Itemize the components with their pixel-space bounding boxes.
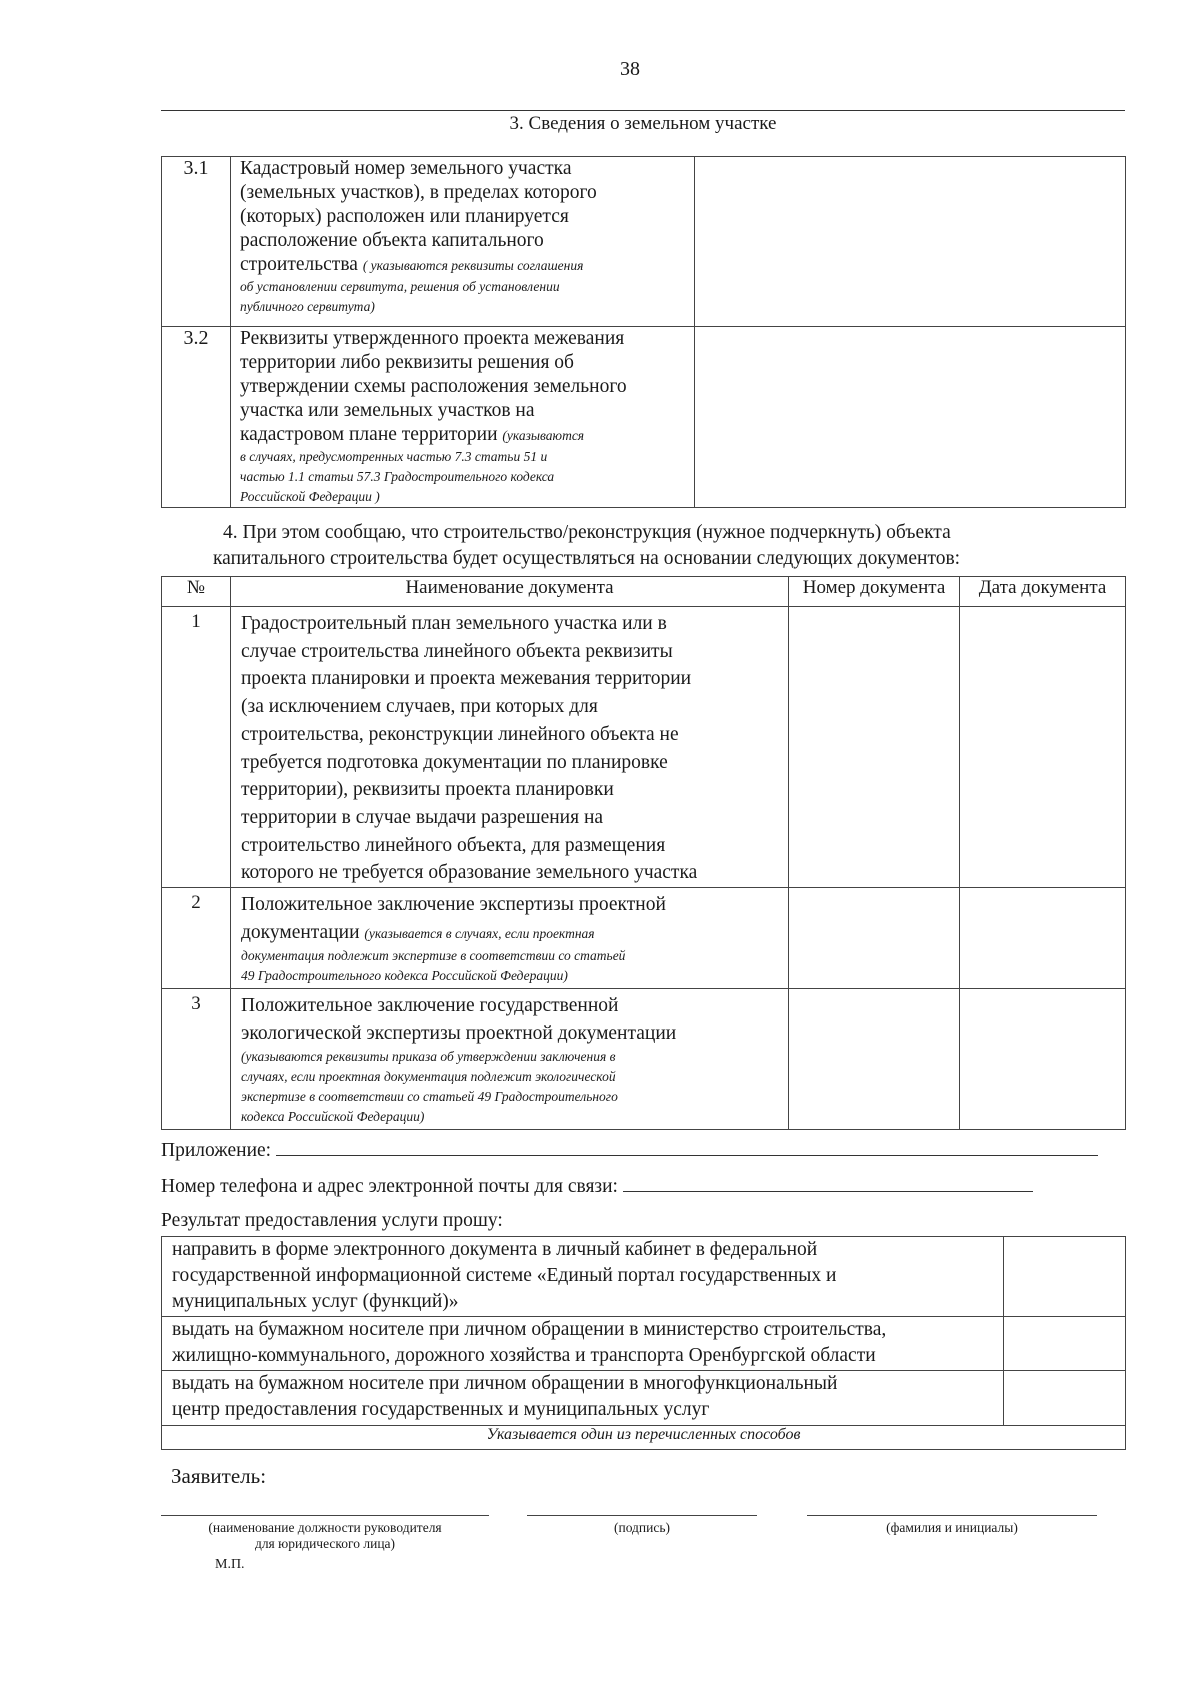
- land-plot-table: [161, 156, 1126, 508]
- stamp-place-label: М.П.: [215, 1557, 245, 1572]
- text-line-last: кадастровом плане территории: [240, 424, 498, 445]
- text-line: [240, 423, 694, 447]
- row-number: 3.1: [162, 157, 231, 327]
- table-row: [162, 607, 1126, 888]
- text-line: Реквизиты утвержденного проекта межевания: [240, 328, 625, 349]
- name-signature-line[interactable]: [807, 1515, 1097, 1516]
- result-option-checkbox[interactable]: [1004, 1371, 1126, 1426]
- note-line: Российской Федерации ): [240, 489, 380, 504]
- note-line: кодекса Российской Федерации): [241, 1109, 425, 1125]
- text-line: расположение объекта капитального: [240, 230, 544, 251]
- result-option-text: [162, 1317, 1004, 1371]
- option-line: муниципальных услуг (функций)»: [172, 1291, 459, 1312]
- option-line: выдать на бумажном носителе при личном обращении в министерство строительства,: [172, 1319, 887, 1340]
- contact-input-line[interactable]: [623, 1191, 1033, 1192]
- row-document-name: [231, 607, 789, 888]
- document-number-cell[interactable]: [789, 989, 960, 1130]
- text-line: (которых) расположен или планируется: [240, 206, 569, 227]
- applicant-label: Заявитель:: [171, 1464, 267, 1488]
- text-line: [241, 919, 788, 947]
- position-signature-line[interactable]: [161, 1515, 489, 1516]
- note-line: случаях, если проектная документация подлежит экологической: [241, 1069, 616, 1085]
- header-document-name: Наименование документа: [231, 577, 789, 607]
- row-document-name: [231, 989, 789, 1130]
- contact-label: Номер телефона и адрес электронной почты для связи:: [161, 1176, 618, 1197]
- text-line: строительство линейного объекта, для размещения: [241, 834, 666, 856]
- header-document-number: Номер документа: [789, 577, 960, 607]
- result-option-checkbox[interactable]: [1004, 1237, 1126, 1317]
- table-row: [162, 157, 1126, 327]
- document-number-cell[interactable]: [789, 607, 960, 888]
- text-line: Кадастровый номер земельного участка: [240, 158, 572, 179]
- option-line: центр предоставления государственных и муниципальных услуг: [172, 1399, 710, 1420]
- note-inline: (указывается в случаях, если проектная: [364, 925, 595, 941]
- signature-line[interactable]: [527, 1515, 757, 1516]
- text-line: территории), реквизиты проекта планировки: [241, 779, 614, 801]
- text-line: проекта планировки и проекта межевания территории: [241, 668, 692, 690]
- caption-line: для юридического лица): [254, 1536, 396, 1551]
- text-line-last: документации: [241, 921, 360, 943]
- result-option-text: [162, 1237, 1004, 1317]
- result-option-row: [162, 1237, 1126, 1317]
- page-number: 38: [620, 58, 640, 80]
- note-inline: (указываются: [502, 428, 585, 443]
- row-document-name: [231, 888, 789, 989]
- contact-field: [161, 1176, 1033, 1198]
- text-line: территории либо реквизиты решения об: [240, 352, 574, 373]
- result-footer-note: Указывается один из перечисленных способов: [162, 1426, 1126, 1450]
- result-option-checkbox[interactable]: [1004, 1317, 1126, 1371]
- text-line: экологической экспертизы проектной документации: [241, 1022, 677, 1044]
- note-line: об установлении сервитута, решения об установлении: [240, 279, 560, 294]
- document-number-cell[interactable]: [789, 888, 960, 989]
- name-caption: (фамилия и инициалы): [886, 1520, 1018, 1535]
- result-option-row: [162, 1371, 1126, 1426]
- text-line: [240, 253, 694, 277]
- note-line: публичного сервитута): [240, 299, 375, 314]
- header-number: №: [162, 577, 231, 607]
- table-row: [162, 888, 1126, 989]
- table-row: [162, 327, 1126, 508]
- table-row: [162, 989, 1126, 1130]
- document-date-cell[interactable]: [960, 607, 1126, 888]
- option-line: выдать на бумажном носителе при личном обращении в многофункциональный: [172, 1373, 838, 1394]
- text-line: (земельных участков), в пределах которого: [240, 182, 597, 203]
- text-line-last: строительства: [240, 254, 358, 275]
- note-inline: ( указываются реквизиты соглашения: [362, 258, 584, 273]
- text-line: Положительное заключение экспертизы проектной: [241, 894, 666, 916]
- text-line: случае строительства линейного объекта реквизиты: [241, 640, 673, 662]
- documents-table: [161, 576, 1126, 1130]
- text-line: (за исключением случаев, при которых для: [241, 696, 598, 718]
- top-rule: [161, 110, 1125, 111]
- document-date-cell[interactable]: [960, 989, 1126, 1130]
- row-number: 3: [162, 989, 231, 1130]
- text-line: Положительное заключение государственной: [241, 995, 619, 1017]
- result-footer-row: [162, 1426, 1126, 1450]
- header-document-date: Дата документа: [960, 577, 1126, 607]
- position-caption: [161, 1520, 489, 1552]
- text-line: требуется подготовка документации по планировке: [241, 751, 668, 773]
- result-option-row: [162, 1317, 1126, 1371]
- text-line: утверждении схемы расположения земельного: [240, 376, 627, 397]
- note-line: (указываются реквизиты приказа об утверждении заключения в: [241, 1049, 616, 1065]
- caption-line: (наименование должности руководителя: [208, 1520, 442, 1535]
- document-date-cell[interactable]: [960, 888, 1126, 989]
- result-label: Результат предоставления услуги прошу:: [161, 1210, 503, 1231]
- signature-caption: (подпись): [613, 1520, 671, 1535]
- intro-line: капитального строительства будет осуществляться на основании следующих документов:: [213, 548, 961, 569]
- option-line: направить в форме электронного документа в личный кабинет в федеральной: [172, 1239, 818, 1260]
- row-description: [231, 157, 695, 327]
- section3-title: 3. Сведения о земельном участке: [509, 113, 777, 134]
- result-options-table: [161, 1236, 1126, 1450]
- note-line: частью 1.1 статьи 57.3 Градостроительного кодекса: [240, 469, 555, 484]
- text-line: Градостроительный план земельного участка или в: [241, 613, 667, 634]
- section4-intro: [161, 520, 1125, 572]
- survey-project-value[interactable]: [695, 327, 1126, 508]
- note-line: экспертизе в соответствии со статьей 49 Градостроительного: [241, 1089, 618, 1105]
- note-line: 49 Градостроительного кодекса Российской Федерации): [241, 968, 568, 984]
- attachment-label: Приложение:: [161, 1140, 272, 1161]
- note-line: документация подлежит экспертизе в соответствии со статьей: [241, 948, 626, 964]
- row-number: 2: [162, 888, 231, 989]
- option-line: жилищно-коммунального, дорожного хозяйства и транспорта Оренбургской области: [172, 1345, 876, 1366]
- text-line: территории в случае выдачи разрешения на: [241, 806, 604, 828]
- text-line: строительства, реконструкции линейного объекта не: [241, 723, 679, 745]
- table-header-row: [162, 577, 1126, 607]
- result-option-text: [162, 1371, 1004, 1426]
- intro-line: 4. При этом сообщаю, что строительство/реконструкция (нужное подчеркнуть) объекта: [223, 522, 951, 543]
- row-number: 1: [162, 607, 231, 888]
- text-line: участка или земельных участков на: [240, 400, 535, 421]
- note-line: в случаях, предусмотренных частью 7.3 статьи 51 и: [240, 449, 548, 464]
- row-number: 3.2: [162, 327, 231, 508]
- cadastral-number-value[interactable]: [695, 157, 1126, 327]
- row-description: [231, 327, 695, 508]
- attachment-input-line[interactable]: [276, 1155, 1098, 1156]
- attachment-field: [161, 1140, 1098, 1162]
- text-line: которого не требуется образование земельного участка: [241, 862, 698, 884]
- option-line: государственной информационной системе «Единый портал государственных и: [172, 1265, 837, 1286]
